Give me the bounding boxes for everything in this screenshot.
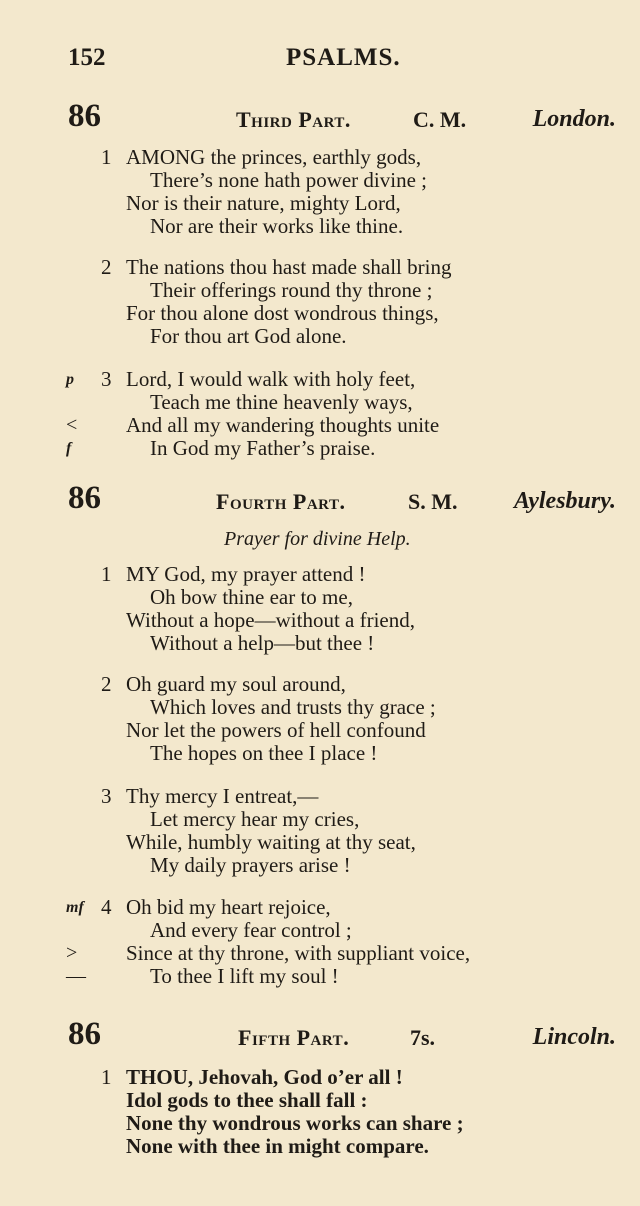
verse-number: 4 <box>101 895 112 919</box>
verse-line: Oh bow thine ear to me, <box>150 585 353 609</box>
verse-number: 1 <box>101 145 112 169</box>
stanza <box>0 368 640 460</box>
running-head <box>68 44 610 74</box>
part-label: Fourth Part. <box>216 489 346 514</box>
hymn-heading <box>68 480 616 516</box>
stanza <box>0 256 640 348</box>
verse-line: My daily prayers arise ! <box>150 853 351 877</box>
verse-line: Nor is their nature, mighty Lord, <box>126 191 401 215</box>
verse-line: Nor let the powers of hell confound <box>126 718 426 742</box>
part-label: Fifth Part. <box>238 1025 350 1050</box>
verse-line: < And all my wandering thoughts unite <box>66 413 440 437</box>
verse-line: And every fear control ; <box>150 918 352 942</box>
tune-label: Aylesbury. <box>514 488 616 514</box>
verse-line: 2 The nations thou hast made shall bring <box>101 255 452 279</box>
verse-line: Teach me thine heavenly ways, <box>150 390 413 414</box>
verse-number: 1 <box>101 1065 112 1089</box>
verse-line: > Since at thy throne, with suppliant voice, <box>66 941 471 965</box>
stanza <box>0 563 640 655</box>
verse-line: Nor are their works like thine. <box>150 214 404 238</box>
meter-label: C. M. <box>413 107 467 132</box>
verse-number: 2 <box>101 672 112 696</box>
verse-line: None with thee in might compare. <box>126 1134 429 1158</box>
verse-line: 2 Oh guard my soul around, <box>101 672 346 696</box>
verse-line: — To thee I lift my soul ! <box>66 964 339 988</box>
verse-line: None thy wondrous works can share ; <box>126 1111 464 1135</box>
verse-line: While, humbly waiting at thy seat, <box>126 830 416 854</box>
verse-line: Which loves and trusts thy grace ; <box>150 695 436 719</box>
hymn-number: 86 <box>68 1016 101 1052</box>
verse-line: 1 AMONG the princes, earthly gods, <box>101 145 422 169</box>
verse-line: mf 4 Oh bid my heart rejoice, <box>66 895 331 919</box>
verse-line: 1 THOU, Jehovah, God o’er all ! <box>101 1065 403 1089</box>
verse-line: Their offerings round thy throne ; <box>150 278 433 302</box>
hymn-heading <box>68 98 616 134</box>
stanza <box>0 1066 640 1158</box>
tune-label: Lincoln. <box>532 1024 616 1050</box>
stanza <box>0 785 640 877</box>
verse-line: Without a help—but thee ! <box>150 631 375 655</box>
verse-line: p 3 Lord, I would walk with holy feet, <box>66 367 416 391</box>
meter-label: 7s. <box>410 1025 436 1050</box>
verse-line: For thou alone dost wondrous things, <box>126 301 439 325</box>
verse-line: Idol gods to thee shall fall : <box>126 1088 368 1112</box>
verse-line: 3 Thy mercy I entreat,— <box>101 784 319 808</box>
part-label: Third Part. <box>236 107 351 132</box>
running-title: PSALMS. <box>286 44 401 71</box>
stanza <box>0 896 640 988</box>
dynamic-mark: > <box>66 942 78 964</box>
meter-label: S. M. <box>408 489 458 514</box>
dynamic-mark: < <box>66 414 78 436</box>
stanza <box>0 673 640 765</box>
verse-number: 2 <box>101 255 112 279</box>
dynamic-mark: f <box>66 440 72 457</box>
hymn-number: 86 <box>68 480 101 516</box>
dynamic-mark: p <box>66 371 74 388</box>
dynamic-mark: — <box>66 965 86 987</box>
verse-line: The hopes on thee I place ! <box>150 741 378 765</box>
verse-line: 1 MY God, my prayer attend ! <box>101 562 366 586</box>
verse-line: f In God my Father’s praise. <box>66 436 376 460</box>
hymn-subtitle: Prayer for divine Help. <box>224 528 411 550</box>
verse-line: For thou art God alone. <box>150 324 347 348</box>
hymn-number: 86 <box>68 98 101 134</box>
dynamic-mark: mf <box>66 899 84 916</box>
verse-number: 1 <box>101 562 112 586</box>
page-number: 152 <box>68 44 106 71</box>
verse-line: Without a hope—without a friend, <box>126 608 416 632</box>
verse-number: 3 <box>101 784 112 808</box>
verse-line: Let mercy hear my cries, <box>150 807 360 831</box>
verse-number: 3 <box>101 367 112 391</box>
hymn-heading <box>68 1016 616 1052</box>
tune-label: London. <box>532 106 616 132</box>
verse-line: There’s none hath power divine ; <box>150 168 427 192</box>
stanza <box>0 146 640 238</box>
